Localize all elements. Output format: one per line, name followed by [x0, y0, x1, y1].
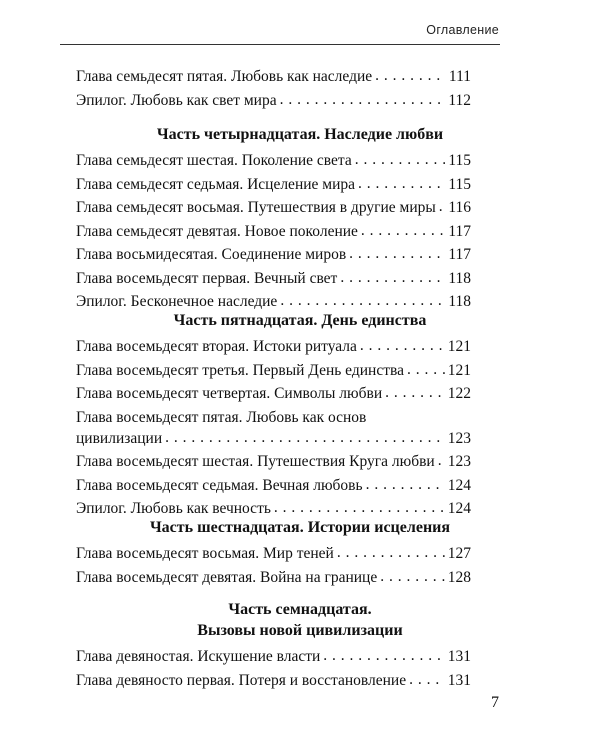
toc-entry-page: 127	[447, 545, 471, 562]
toc-entry[interactable]	[76, 221, 471, 242]
toc-entry-title: Глава восьмидесятая. Соединение миров	[76, 246, 347, 263]
toc-entry[interactable]	[76, 407, 471, 449]
toc-entry[interactable]	[76, 244, 471, 265]
leader-dots	[280, 290, 445, 311]
toc-entry[interactable]	[76, 150, 471, 171]
toc-entry-title: Эпилог. Любовь как свет мира	[76, 91, 277, 109]
toc-entry[interactable]	[76, 360, 471, 381]
toc-entry-page: 118	[448, 269, 471, 287]
toc-entry-title: Глава восемьдесят шестая. Путешествия Круга любви	[76, 453, 435, 470]
leader-dots	[366, 474, 445, 495]
leader-dots	[375, 65, 446, 86]
toc-entry-page: 112	[448, 91, 471, 109]
toc-entry-page: 121	[447, 338, 471, 355]
leader-dots	[274, 497, 445, 518]
toc-entry[interactable]	[76, 498, 471, 519]
toc-entry[interactable]	[76, 670, 471, 691]
toc-entry-page: 131	[447, 671, 471, 689]
toc-entry-page: 124	[447, 500, 471, 517]
toc-entry[interactable]	[76, 336, 471, 357]
part-heading: Часть семнадцатая.	[228, 601, 372, 618]
toc-entry-title: Глава семьдесят девятая. Новое поколение	[76, 222, 358, 240]
leader-dots	[380, 566, 445, 587]
toc-entry-title: Глава восемьдесят четвертая. Символы любви	[76, 385, 383, 402]
toc-entry[interactable]	[76, 646, 471, 667]
toc-entry-title: Глава девяностая. Искушение власти	[76, 648, 321, 665]
leader-dots	[340, 267, 445, 288]
toc-entry-title-continued: цивилизации	[76, 429, 163, 447]
toc-entry-title: Глава восемьдесят девятая. Война на границе	[76, 568, 378, 586]
toc-entry[interactable]	[76, 174, 471, 195]
toc-entry[interactable]	[76, 543, 471, 564]
leader-dots	[165, 427, 445, 448]
toc-block-part16	[76, 543, 471, 590]
toc-entry-page: 115	[448, 175, 471, 193]
toc-entry-title: Глава восемьдесят третья. Первый День единства	[76, 361, 404, 379]
toc-entry-page: 111	[448, 68, 471, 85]
toc-entry-page: 117	[448, 246, 471, 263]
leader-dots	[280, 89, 446, 110]
leader-dots	[438, 450, 445, 471]
toc-entry-title: Глава семьдесят восьмая. Путешествия в другие миры	[76, 199, 436, 216]
toc-entry-title: Глава семьдесят шестая. Поколение света	[76, 152, 352, 169]
leader-dots	[323, 645, 444, 666]
toc-entry-page: 122	[447, 385, 471, 402]
leader-dots	[358, 173, 445, 194]
toc-entry-title: Глава восемьдесят восьмая. Мир теней	[76, 545, 334, 562]
toc-entry-page: 116	[448, 199, 471, 216]
toc-entry-page: 123	[447, 429, 471, 447]
toc-entry-page: 123	[447, 453, 471, 470]
part-heading-subtitle: Вызовы новой цивилизации	[197, 622, 403, 639]
leader-dots	[337, 542, 445, 563]
leader-dots	[385, 382, 445, 403]
leader-dots	[409, 669, 445, 690]
toc-entry-page: 128	[447, 568, 471, 586]
toc-entry-title: Глава девяносто первая. Потеря и восстановление	[76, 671, 407, 689]
page-number: 7	[491, 694, 499, 711]
toc-block-top	[76, 66, 471, 113]
header-rule	[60, 44, 500, 45]
part-heading: Часть четырнадцатая. Наследие любви	[156, 126, 444, 143]
toc-entry[interactable]	[76, 268, 471, 289]
leader-dots	[360, 335, 445, 356]
toc-entry[interactable]	[76, 451, 471, 472]
leader-dots	[355, 149, 446, 170]
toc-entry-title: Глава семьдесят пятая. Любовь как наследие	[76, 68, 373, 85]
leader-dots	[361, 220, 445, 241]
toc-entry-page: 121	[447, 361, 471, 379]
part-heading: Часть пятнадцатая. День единства	[173, 312, 427, 329]
toc-entry[interactable]	[76, 66, 471, 87]
toc-entry-title: Глава восемьдесят первая. Вечный свет	[76, 269, 338, 287]
part-heading: Часть шестнадцатая. Истории исцеления	[149, 519, 451, 536]
toc-block-part15	[76, 336, 471, 522]
toc-entry[interactable]	[76, 197, 471, 218]
toc-block-part17	[76, 646, 471, 693]
toc-entry-page: 124	[447, 476, 471, 494]
running-header: Оглавление	[426, 23, 499, 37]
toc-entry[interactable]	[76, 291, 471, 312]
toc-entry[interactable]	[76, 475, 471, 496]
toc-entry-title: Глава семьдесят седьмая. Исцеление мира	[76, 175, 356, 193]
toc-entry-page: 131	[447, 648, 471, 665]
leader-dots	[407, 359, 445, 380]
toc-entry-title: Эпилог. Любовь как вечность	[76, 500, 271, 517]
toc-entry-title: Глава восемьдесят седьмая. Вечная любовь	[76, 476, 363, 494]
toc-entry-page: 118	[448, 293, 471, 310]
leader-dots	[349, 243, 445, 264]
toc-entry[interactable]	[76, 90, 471, 111]
toc-entry-title: Эпилог. Бесконечное наследие	[76, 293, 278, 310]
toc-entry-title: Глава восемьдесят вторая. Истоки ритуала	[76, 338, 357, 355]
toc-entry-title: Глава восемьдесят пятая. Любовь как основ	[76, 408, 367, 426]
toc-entry-page: 115	[448, 152, 471, 169]
toc-entry-page: 117	[448, 222, 471, 240]
toc-block-part14	[76, 150, 471, 315]
toc-entry[interactable]	[76, 567, 471, 588]
leader-dots	[439, 196, 446, 217]
toc-entry[interactable]	[76, 383, 471, 404]
